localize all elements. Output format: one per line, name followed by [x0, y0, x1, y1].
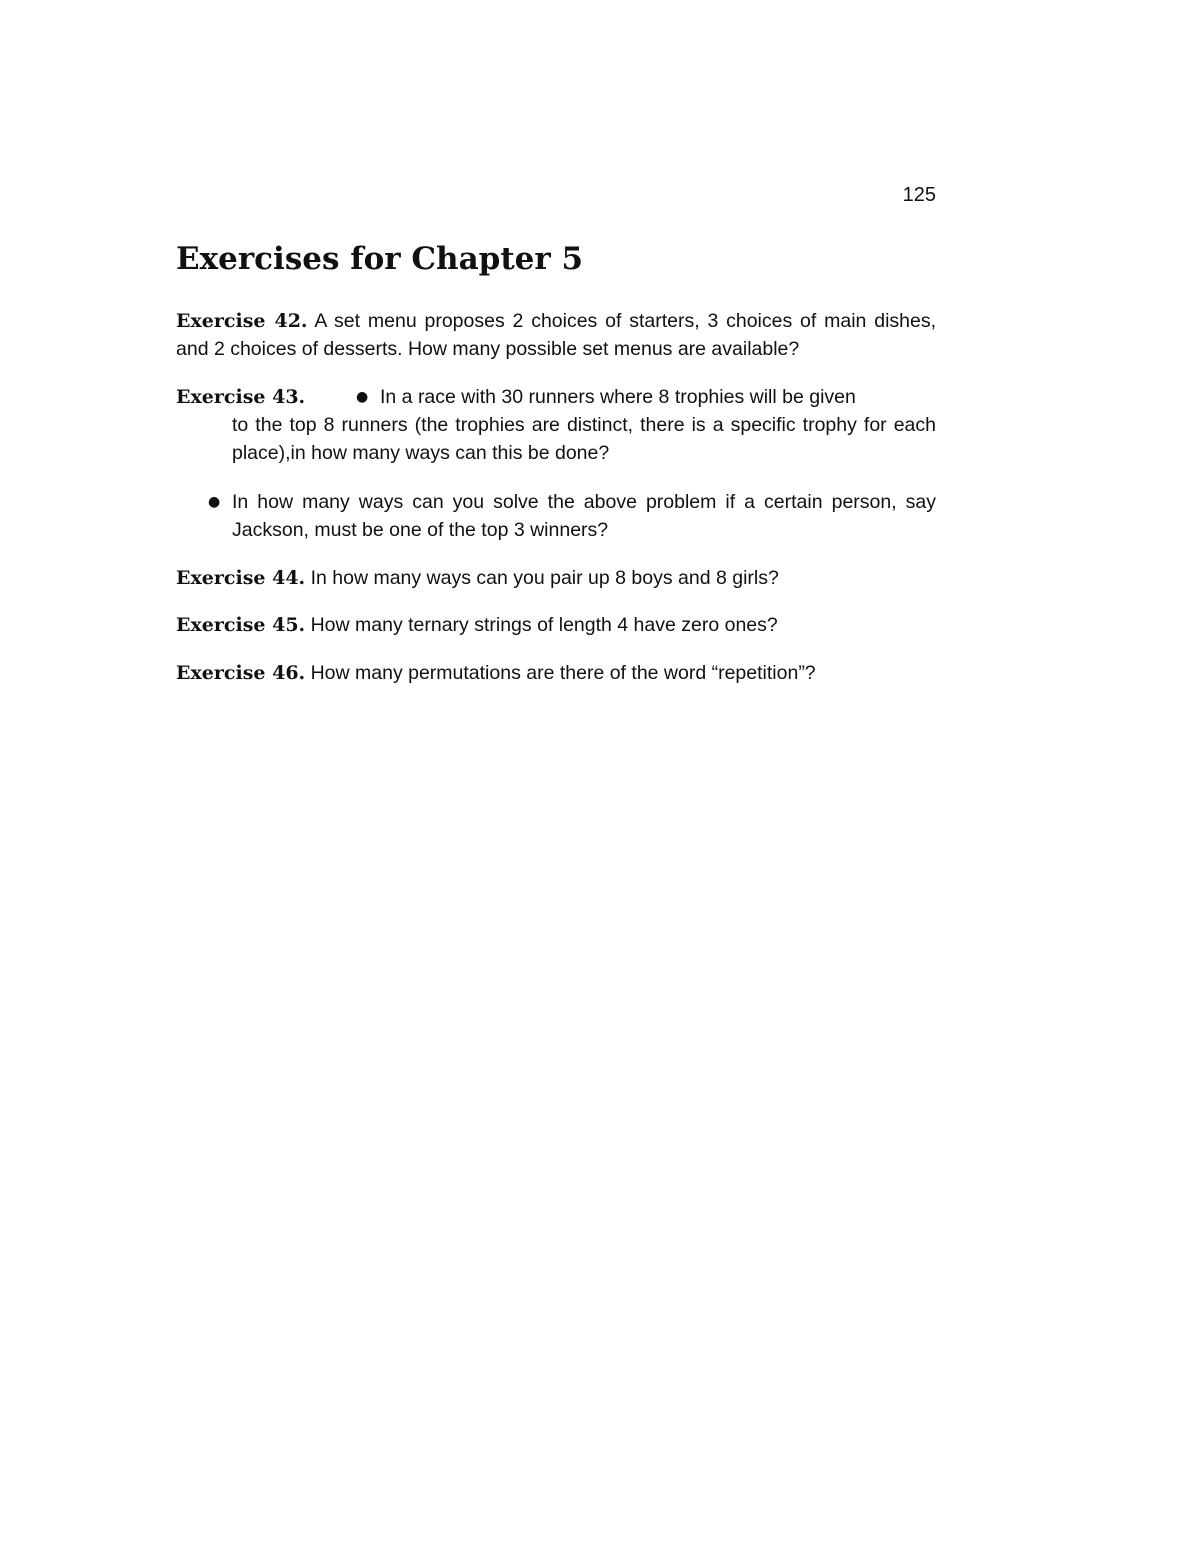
exercise-text: In how many ways can you pair up 8 boys and 8 girls?	[310, 567, 779, 589]
exercise-label: Exercise 44.	[176, 567, 306, 589]
bullet-icon: ●	[208, 494, 221, 510]
exercise-label: Exercise 46.	[176, 662, 306, 684]
exercise-45	[176, 611, 936, 639]
page-number: 125	[902, 184, 936, 206]
exercise-label: Exercise 42.	[176, 310, 308, 332]
exercise-46	[176, 659, 936, 687]
bullet-icon: ●	[356, 389, 369, 405]
chapter-title: Exercises for Chapter 5	[176, 241, 584, 277]
exercise-44	[176, 564, 936, 592]
exercise-text: How many permutations are there of the word “repetition”?	[310, 662, 816, 684]
bullet-item-continuation: to the top 8 runners (the trophies are distinct, there is a specific trophy for each place),in how many ways can this be done?	[232, 414, 936, 464]
exercise-42	[176, 307, 936, 363]
exercise-text: How many ternary strings of length 4 have zero ones?	[310, 614, 778, 636]
bullet-item-first-line: In a race with 30 runners where 8 trophies will be given	[380, 386, 856, 408]
bullet-item: In how many ways can you solve the above problem if a certain person, say Jackson, must be one of the top 3 winners?	[232, 491, 936, 541]
exercise-label: Exercise 45.	[176, 614, 306, 636]
exercise-label: Exercise 43.	[176, 386, 306, 408]
exercise-text: A set menu proposes 2 choices of starters, 3 choices of main dishes, and 2 choices of desserts. How many possible set menus are available?	[176, 310, 937, 360]
